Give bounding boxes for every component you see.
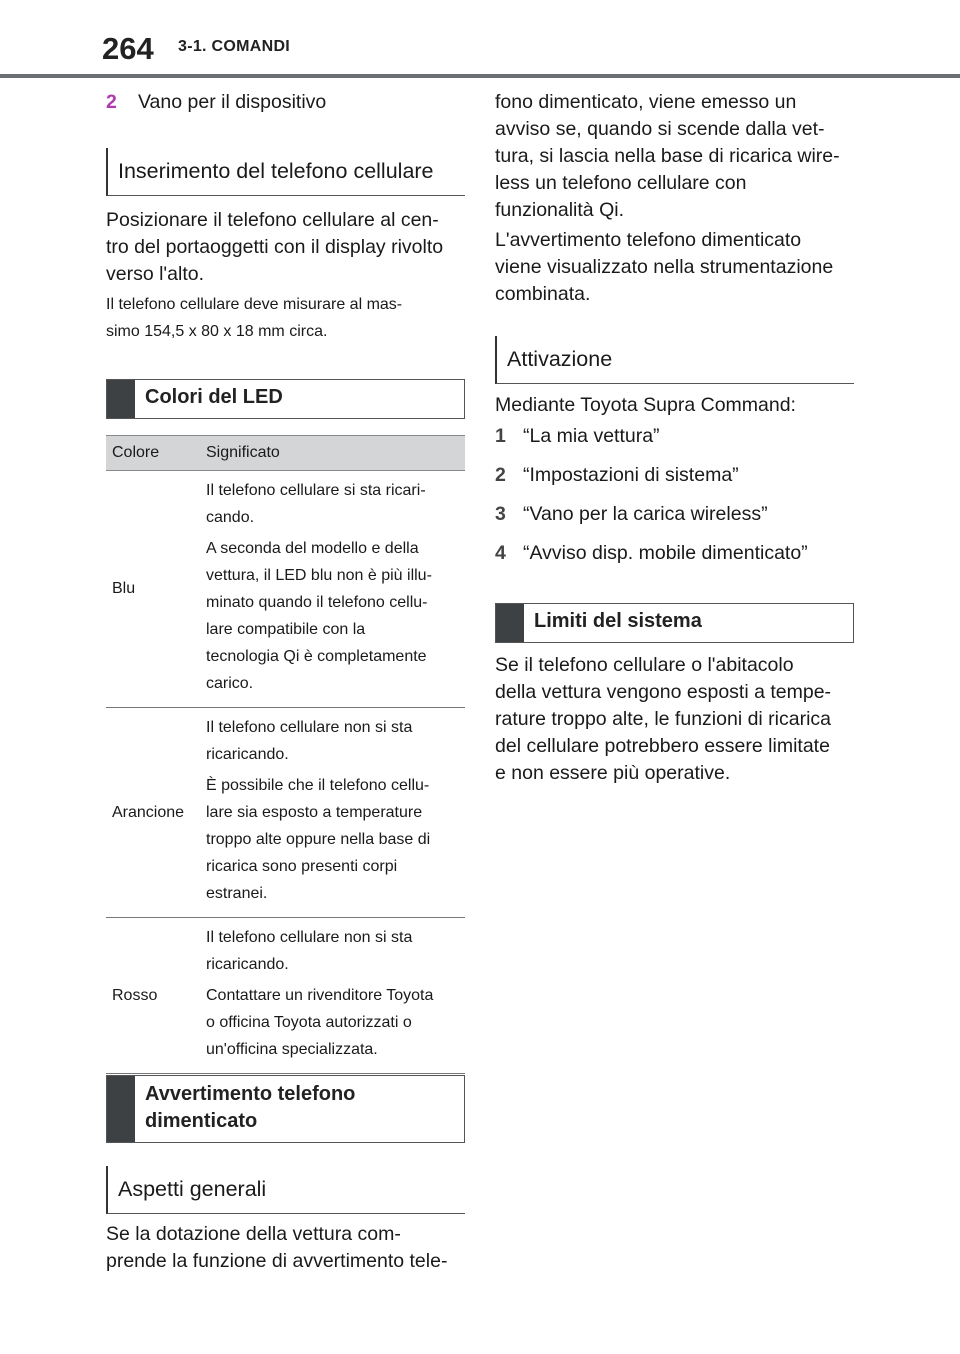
subhead-activation [495,336,854,384]
step-text: “Avviso disp. mobile dimenticato” [523,542,808,564]
box-title-line: Avvertimento telefono [145,1083,356,1105]
cell-meaning: Il telefono cellulare si sta ricari- cando. A seconda del modello e della vettura, il LED blu non è più illu- minato quando il telefono cellu- lare compatibile con la tecnologia Qi è completamente carico. [200,471,465,708]
continued-paragraph [495,89,855,224]
page-number: 264 [102,31,154,66]
subhead-insert [106,148,465,196]
cell-meaning: Il telefono cellulare non si sta ricaricando. Contattare un rivenditore Toyota o officina Toyota autorizzati o un'officina specializzata. [200,918,465,1074]
line: combinata. [495,283,591,305]
step-text: “La mia vettura” [523,425,660,447]
cell-color: Blu [106,471,200,708]
step-number: 4 [495,542,506,564]
step-text: “Impostazioni di sistema” [523,464,739,486]
box-bar [107,380,135,418]
box-bar [107,1076,135,1142]
subhead-general-text: Aspetti generali [106,1166,465,1214]
line: simo 154,5 x 80 x 18 mm circa. [106,323,328,340]
table-row [106,708,465,918]
cell-color: Arancione [106,708,200,918]
section-title: 3-1. COMANDI [178,38,291,55]
general-paragraph [106,1221,465,1275]
subhead-insert-text: Inserimento del telefono cellulare [106,148,465,196]
line: less un telefono cellulare con [495,172,747,194]
line: Se la dotazione della vettura com- [106,1223,401,1245]
step-text: “Vano per la carica wireless” [523,503,768,525]
col-header-meaning: Significato [200,436,465,471]
step-2 [495,462,739,489]
line: prende la funzione di avvertimento tele- [106,1250,448,1272]
box-title: Colori del LED [145,386,283,408]
step-1 [495,423,660,450]
led-table [106,435,465,1074]
header-rule [0,74,960,78]
table-row [106,471,465,708]
step-4 [495,540,808,567]
box-system-limits [495,603,854,643]
item-text: Vano per il dispositivo [138,91,327,113]
line: e non essere più operative. [495,762,731,784]
line: tro del portaoggetti con il display rivolto [106,236,444,258]
box-led-colors [106,379,465,419]
step-3 [495,501,768,528]
line: tura, si lascia nella base di ricarica wire- [495,145,840,167]
step-number: 3 [495,503,506,525]
line: verso l'alto. [106,263,205,285]
page-header [0,0,960,80]
step-number: 1 [495,425,506,447]
col-header-color: Colore [106,436,200,471]
line: Se il telefono cellulare o l'abitacolo [495,654,794,676]
limits-paragraph [495,652,855,787]
insert-note [106,291,465,345]
line: avviso se, quando si scende dalla vet- [495,118,825,140]
subhead-general [106,1166,465,1214]
insert-paragraph [106,207,465,288]
line: fono dimenticato, viene emesso un [495,91,797,113]
box-bar [496,604,524,642]
box-title-line: dimenticato [145,1110,258,1132]
cell-color: Rosso [106,918,200,1074]
line: del cellulare potrebbero essere limitate [495,735,830,757]
line: funzionalità Qi. [495,199,624,221]
warning-display-paragraph [495,227,855,308]
line: della vettura vengono esposti a tempe- [495,681,832,703]
line: rature troppo alte, le funzioni di ricarica [495,708,832,730]
box-title [145,1081,355,1135]
table-header-row [106,436,465,471]
line: viene visualizzato nella strumentazione [495,256,834,278]
line: Il telefono cellulare deve misurare al mas- [106,296,403,313]
cell-meaning: Il telefono cellulare non si sta ricaricando. È possibile che il telefono cellu- lare sia esposto a temperature troppo alte oppure nella base di ricarica sono presenti corpi estranei. [200,708,465,918]
item-2 [106,89,326,116]
box-title: Limiti del sistema [534,610,702,632]
table-row [106,918,465,1074]
box-forgotten-phone-warning [106,1075,465,1143]
line: Posizionare il telefono cellulare al cen- [106,209,439,231]
activation-intro: Mediante Toyota Supra Command: [495,394,796,416]
line: L'avvertimento telefono dimenticato [495,229,802,251]
subhead-activation-text: Attivazione [495,336,854,384]
step-number: 2 [495,464,506,486]
item-number: 2 [106,91,117,113]
